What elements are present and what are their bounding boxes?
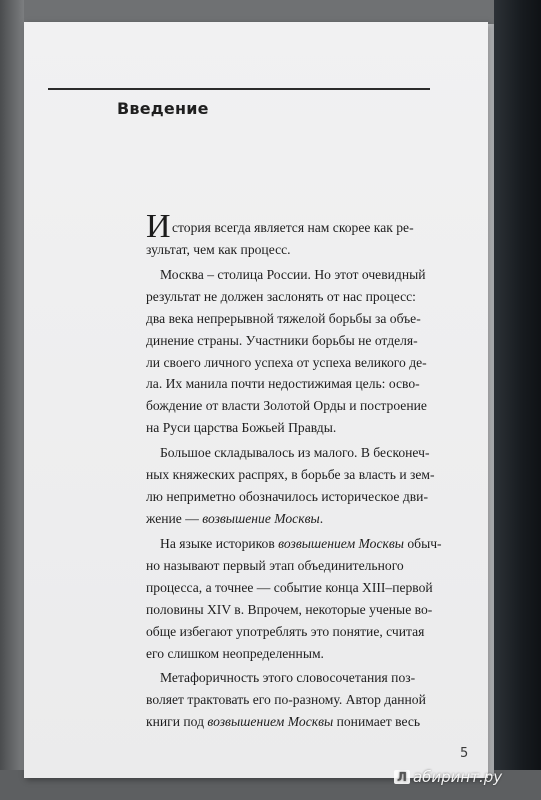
page-stack-edge (488, 24, 494, 776)
text-line: Москва – столица России. Но этот очевидный (160, 267, 426, 282)
background-left (0, 0, 24, 800)
text-line: процесса, а точнее — событие конца XIII–первой (146, 580, 433, 595)
text-line: обще избегают употреблять это понятие, считая (146, 624, 425, 639)
text-line: стория всегда является нам скорее как ре- (172, 220, 414, 235)
text-line: ли своего личного успеха от успеха великого де- (146, 355, 427, 370)
book-cover-edge (494, 0, 541, 800)
text-line: два века непрерывной тяжелой борьбы за объе- (146, 311, 421, 326)
header-rule (48, 88, 430, 90)
text-line: динение страны. Участники борьбы не отделя- (146, 333, 418, 348)
text-line (146, 714, 420, 730)
text-span: понимает весь (333, 714, 421, 729)
page-number: 5 (460, 746, 469, 761)
text-emphasis: возвышением Москвы (207, 714, 334, 729)
text-line: результат не должен заслонять от нас процесс: (146, 289, 416, 304)
text-span: обыч- (403, 536, 442, 551)
text-line: но называют первый этап объединительного (146, 558, 404, 573)
text-line: Большое складывалось из малого. В бесконеч- (160, 445, 430, 460)
text-line: лю неприметно обозначилось историческое дви- (146, 489, 428, 504)
text-emphasis: возвышением Москвы (278, 536, 404, 551)
text-line: воляет трактовать его по-разному. Автор данной (146, 692, 426, 707)
text-line: его слишком неопределенным. (146, 646, 324, 661)
watermark-text: абиринт.ру (412, 768, 503, 786)
text-line (160, 536, 442, 552)
text-line: половины XIV в. Впрочем, некоторые ученые во- (146, 602, 433, 617)
text-line: зультат, чем как процесс. (146, 242, 291, 257)
text-span: . (319, 511, 324, 526)
text-line: ла. Их манила почти недостижимая цель: осво- (146, 376, 420, 391)
text-line: Метафоричность этого словосочетания поз- (160, 670, 416, 685)
text-line: бождение от власти Золотой Орды и построение (146, 398, 427, 413)
text-line: на Руси царства Божьей Правды. (146, 420, 337, 435)
text-line (146, 511, 323, 527)
text-span: На языке историков (160, 536, 279, 551)
drop-cap: И (146, 208, 171, 245)
watermark-logo: Л (394, 770, 410, 784)
text-span: жение — (146, 511, 203, 526)
text-span: книги под (146, 714, 208, 729)
chapter-heading: Введение (117, 99, 209, 118)
text-emphasis: возвышение Москвы (202, 511, 320, 526)
watermark (394, 768, 502, 786)
text-line: ных княжеских распрях, в борьбе за власть и зем- (146, 467, 435, 482)
